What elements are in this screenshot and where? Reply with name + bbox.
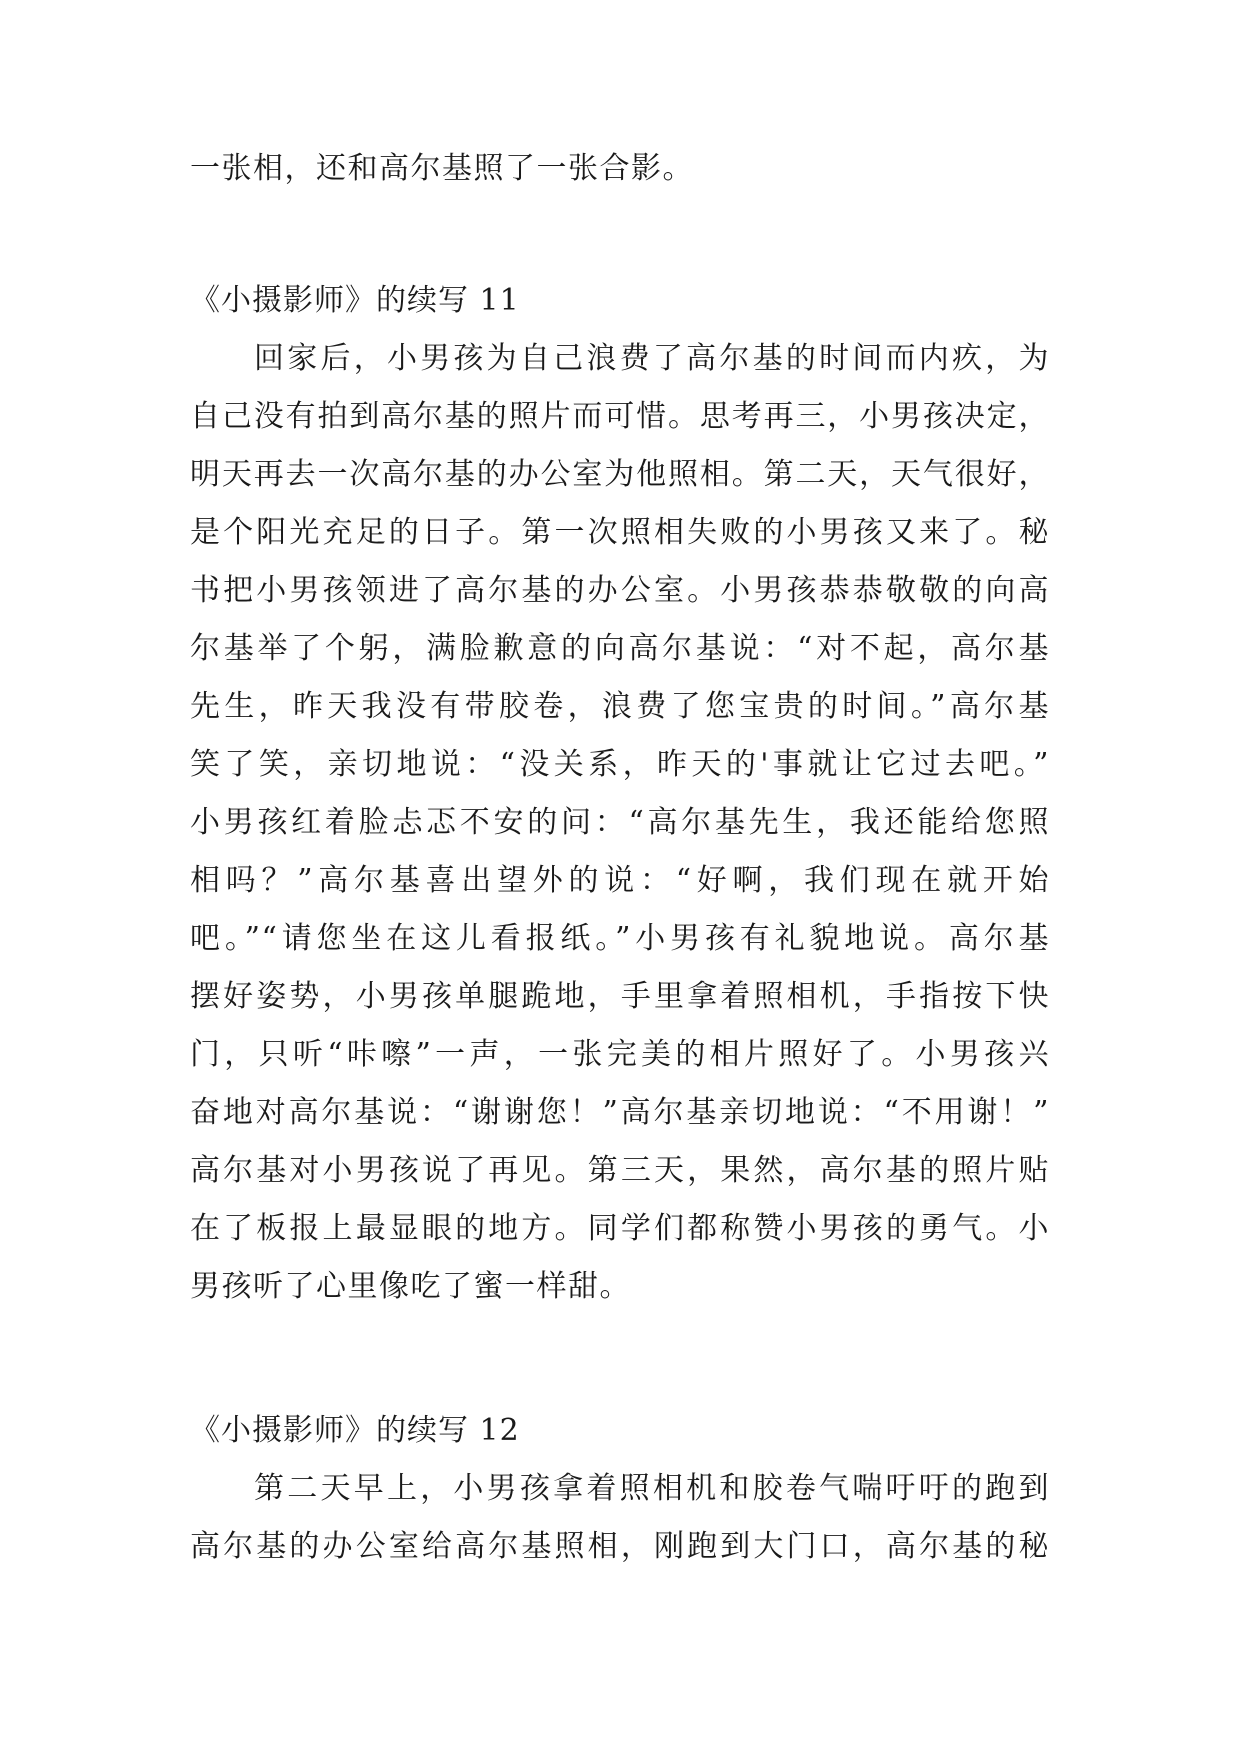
text-line: 第二天早上，小男孩拿着照相机和胶卷气喘吁吁的跑到 [254, 1471, 1050, 1506]
section-12 [190, 1402, 1050, 1576]
text-line: 回家后，小男孩为自己浪费了高尔基的时间而内疚，为 [254, 341, 1050, 376]
text-line: 一张相，还和高尔基照了一张合影。 [190, 151, 694, 186]
text-line: 先生，昨天我没有带胶卷，浪费了您宝贵的时间。”高尔基 [190, 689, 1050, 724]
section-title: 《小摄影师》的续写 12 [190, 1413, 520, 1448]
text-line: 明天再去一次高尔基的办公室为他照相。第二天，天气很好， [190, 457, 1050, 492]
section-12-paragraph [190, 1460, 1050, 1576]
text-line: 相吗？”高尔基喜出望外的说：“好啊，我们现在就开始 [190, 863, 1050, 898]
text-line: 在了板报上最显眼的地方。同学们都称赞小男孩的勇气。小 [190, 1211, 1050, 1246]
text-line: 高尔基的办公室给高尔基照相，刚跑到大门口，高尔基的秘 [190, 1529, 1050, 1564]
text-line: 男孩听了心里像吃了蜜一样甜。 [190, 1269, 631, 1304]
section-11 [190, 272, 1050, 1316]
text-line: 奋地对高尔基说：“谢谢您！”高尔基亲切地说：“不用谢！” [190, 1095, 1050, 1130]
text-line: 高尔基对小男孩说了再见。第三天，果然，高尔基的照片贴 [190, 1153, 1050, 1188]
paragraph-continuation [190, 140, 1050, 198]
section-11-paragraph [190, 330, 1050, 1316]
text-line: 摆好姿势，小男孩单腿跪地，手里拿着照相机，手指按下快 [190, 979, 1050, 1014]
text-line: 尔基举了个躬，满脸歉意的向高尔基说：“对不起，高尔基 [190, 631, 1050, 666]
text-line: 小男孩红着脸忐忑不安的问：“高尔基先生，我还能给您照 [190, 805, 1050, 840]
text-line: 笑了笑，亲切地说：“没关系，昨天的'事就让它过去吧。” [190, 747, 1050, 782]
text-line: 书把小男孩领进了高尔基的办公室。小男孩恭恭敬敬的向高 [190, 573, 1050, 608]
text-line: 自己没有拍到高尔基的照片而可惜。思考再三，小男孩决定， [190, 399, 1050, 434]
text-line: 是个阳光充足的日子。第一次照相失败的小男孩又来了。秘 [190, 515, 1050, 550]
text-line: 门，只听“咔嚓”一声，一张完美的相片照好了。小男孩兴 [190, 1037, 1050, 1072]
section-title: 《小摄影师》的续写 11 [190, 283, 520, 318]
text-line: 吧。”“请您坐在这儿看报纸。”小男孩有礼貌地说。高尔基 [190, 921, 1050, 956]
